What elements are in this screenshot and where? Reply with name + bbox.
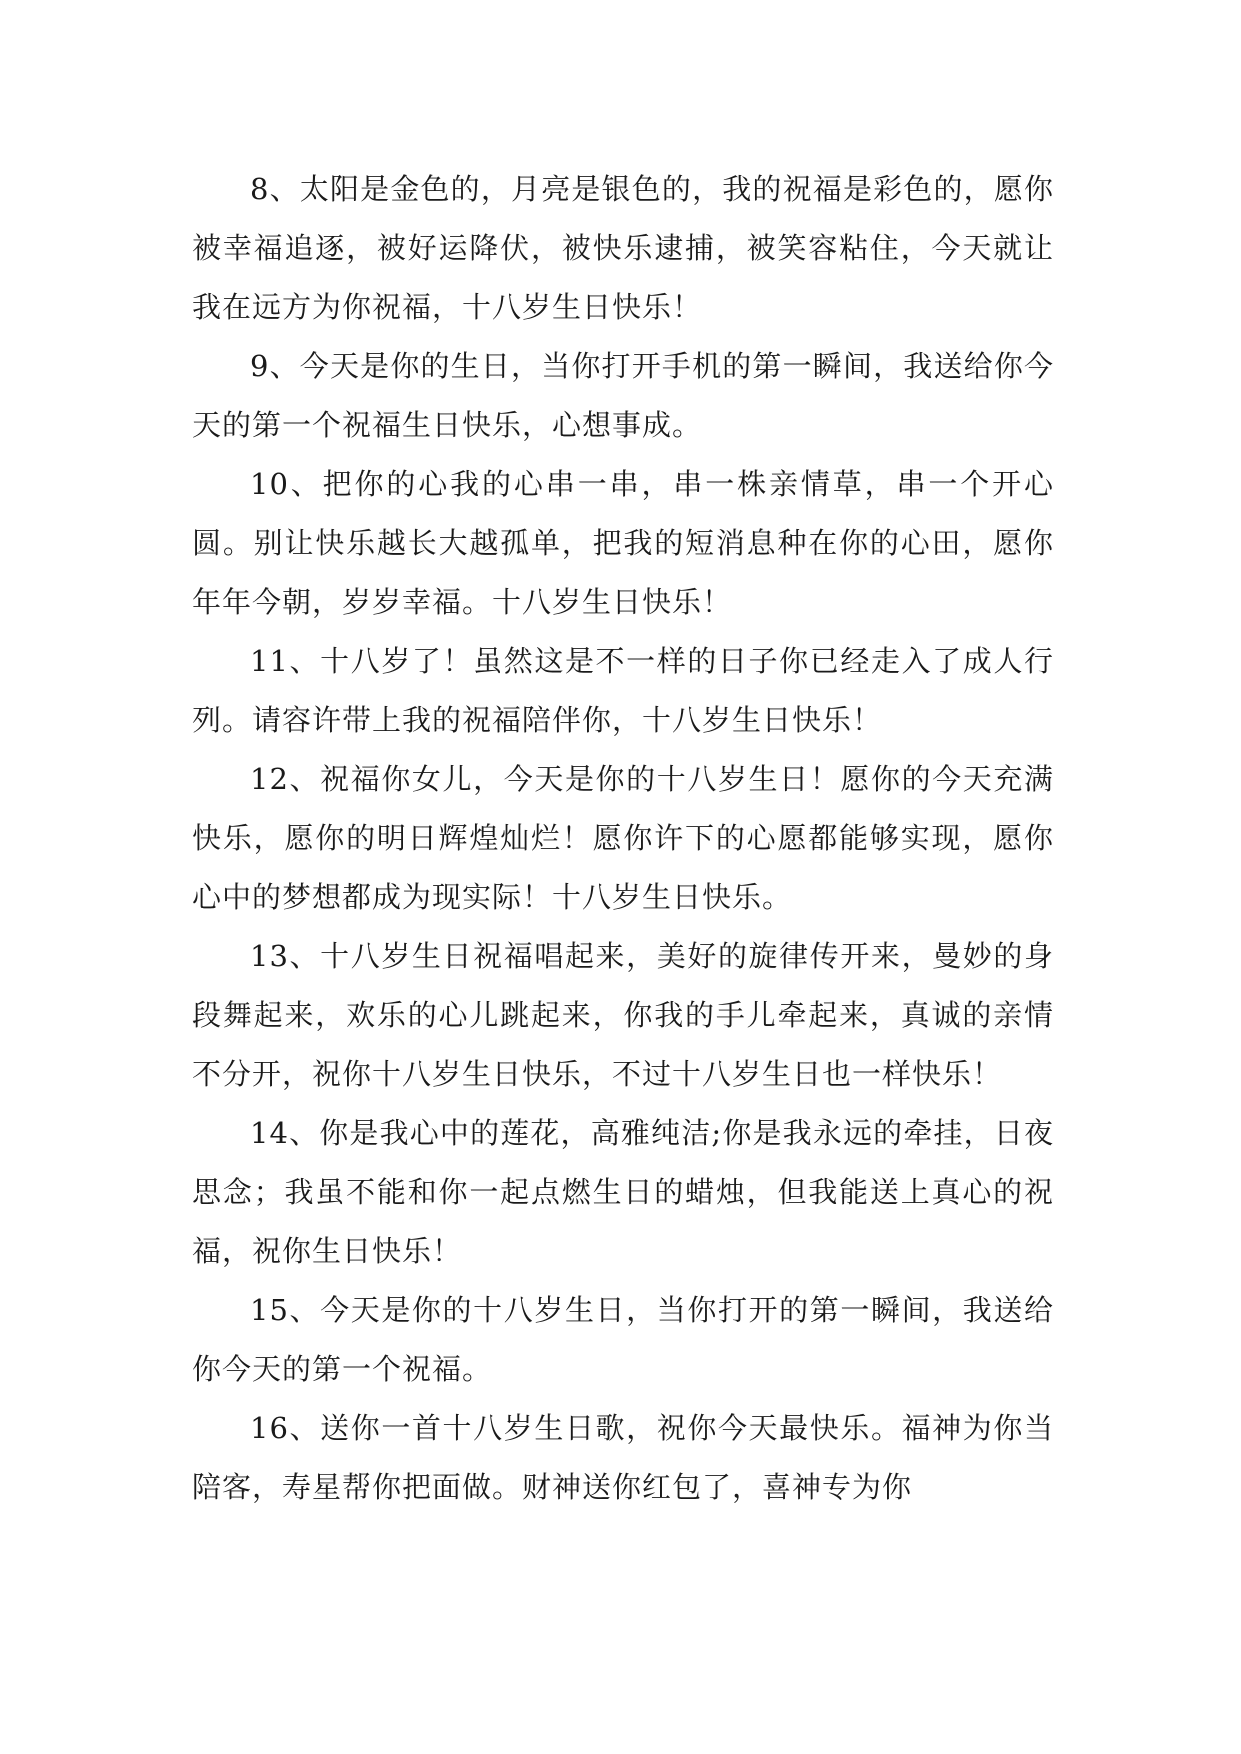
- paragraph-12: 12、祝福你女儿，今天是你的十八岁生日！愿你的今天充满快乐，愿你的明日辉煌灿烂！愿你许下的心愿都能够实现，愿你心中的梦想都成为现实际！十八岁生日快乐。: [192, 762, 1054, 914]
- paragraph-10: 10、把你的心我的心串一串，串一株亲情草，串一个开心圆。别让快乐越长大越孤单，把我的短消息种在你的心田，愿你年年今朝，岁岁幸福。十八岁生日快乐！: [192, 467, 1054, 619]
- paragraph-13: 13、十八岁生日祝福唱起来，美好的旋律传开来，曼妙的身段舞起来，欢乐的心儿跳起来，你我的手儿牵起来，真诚的亲情不分开，祝你十八岁生日快乐，不过十八岁生日也一样快乐！: [192, 939, 1054, 1091]
- paragraph-15: 15、今天是你的十八岁生日，当你打开的第一瞬间，我送给你今天的第一个祝福。: [192, 1293, 1054, 1386]
- paragraph-9: 9、今天是你的生日，当你打开手机的第一瞬间，我送给你今天的第一个祝福生日快乐，心想事成。: [192, 349, 1054, 442]
- document-body: [192, 160, 1054, 1517]
- paragraph-14: 14、你是我心中的莲花，高雅纯洁;你是我永远的牵挂，日夜思念；我虽不能和你一起点燃生日的蜡烛，但我能送上真心的祝福，祝你生日快乐！: [192, 1116, 1054, 1268]
- paragraph-16: 16、送你一首十八岁生日歌，祝你今天最快乐。福神为你当陪客，寿星帮你把面做。财神送你红包了，喜神专为你: [192, 1411, 1054, 1504]
- paragraph-11: 11、十八岁了！虽然这是不一样的日子你已经走入了成人行列。请容许带上我的祝福陪伴你，十八岁生日快乐！: [192, 644, 1054, 737]
- paragraph-8: 8、太阳是金色的，月亮是银色的，我的祝福是彩色的，愿你被幸福追逐，被好运降伏，被快乐逮捕，被笑容粘住，今天就让我在远方为你祝福，十八岁生日快乐！: [192, 172, 1054, 324]
